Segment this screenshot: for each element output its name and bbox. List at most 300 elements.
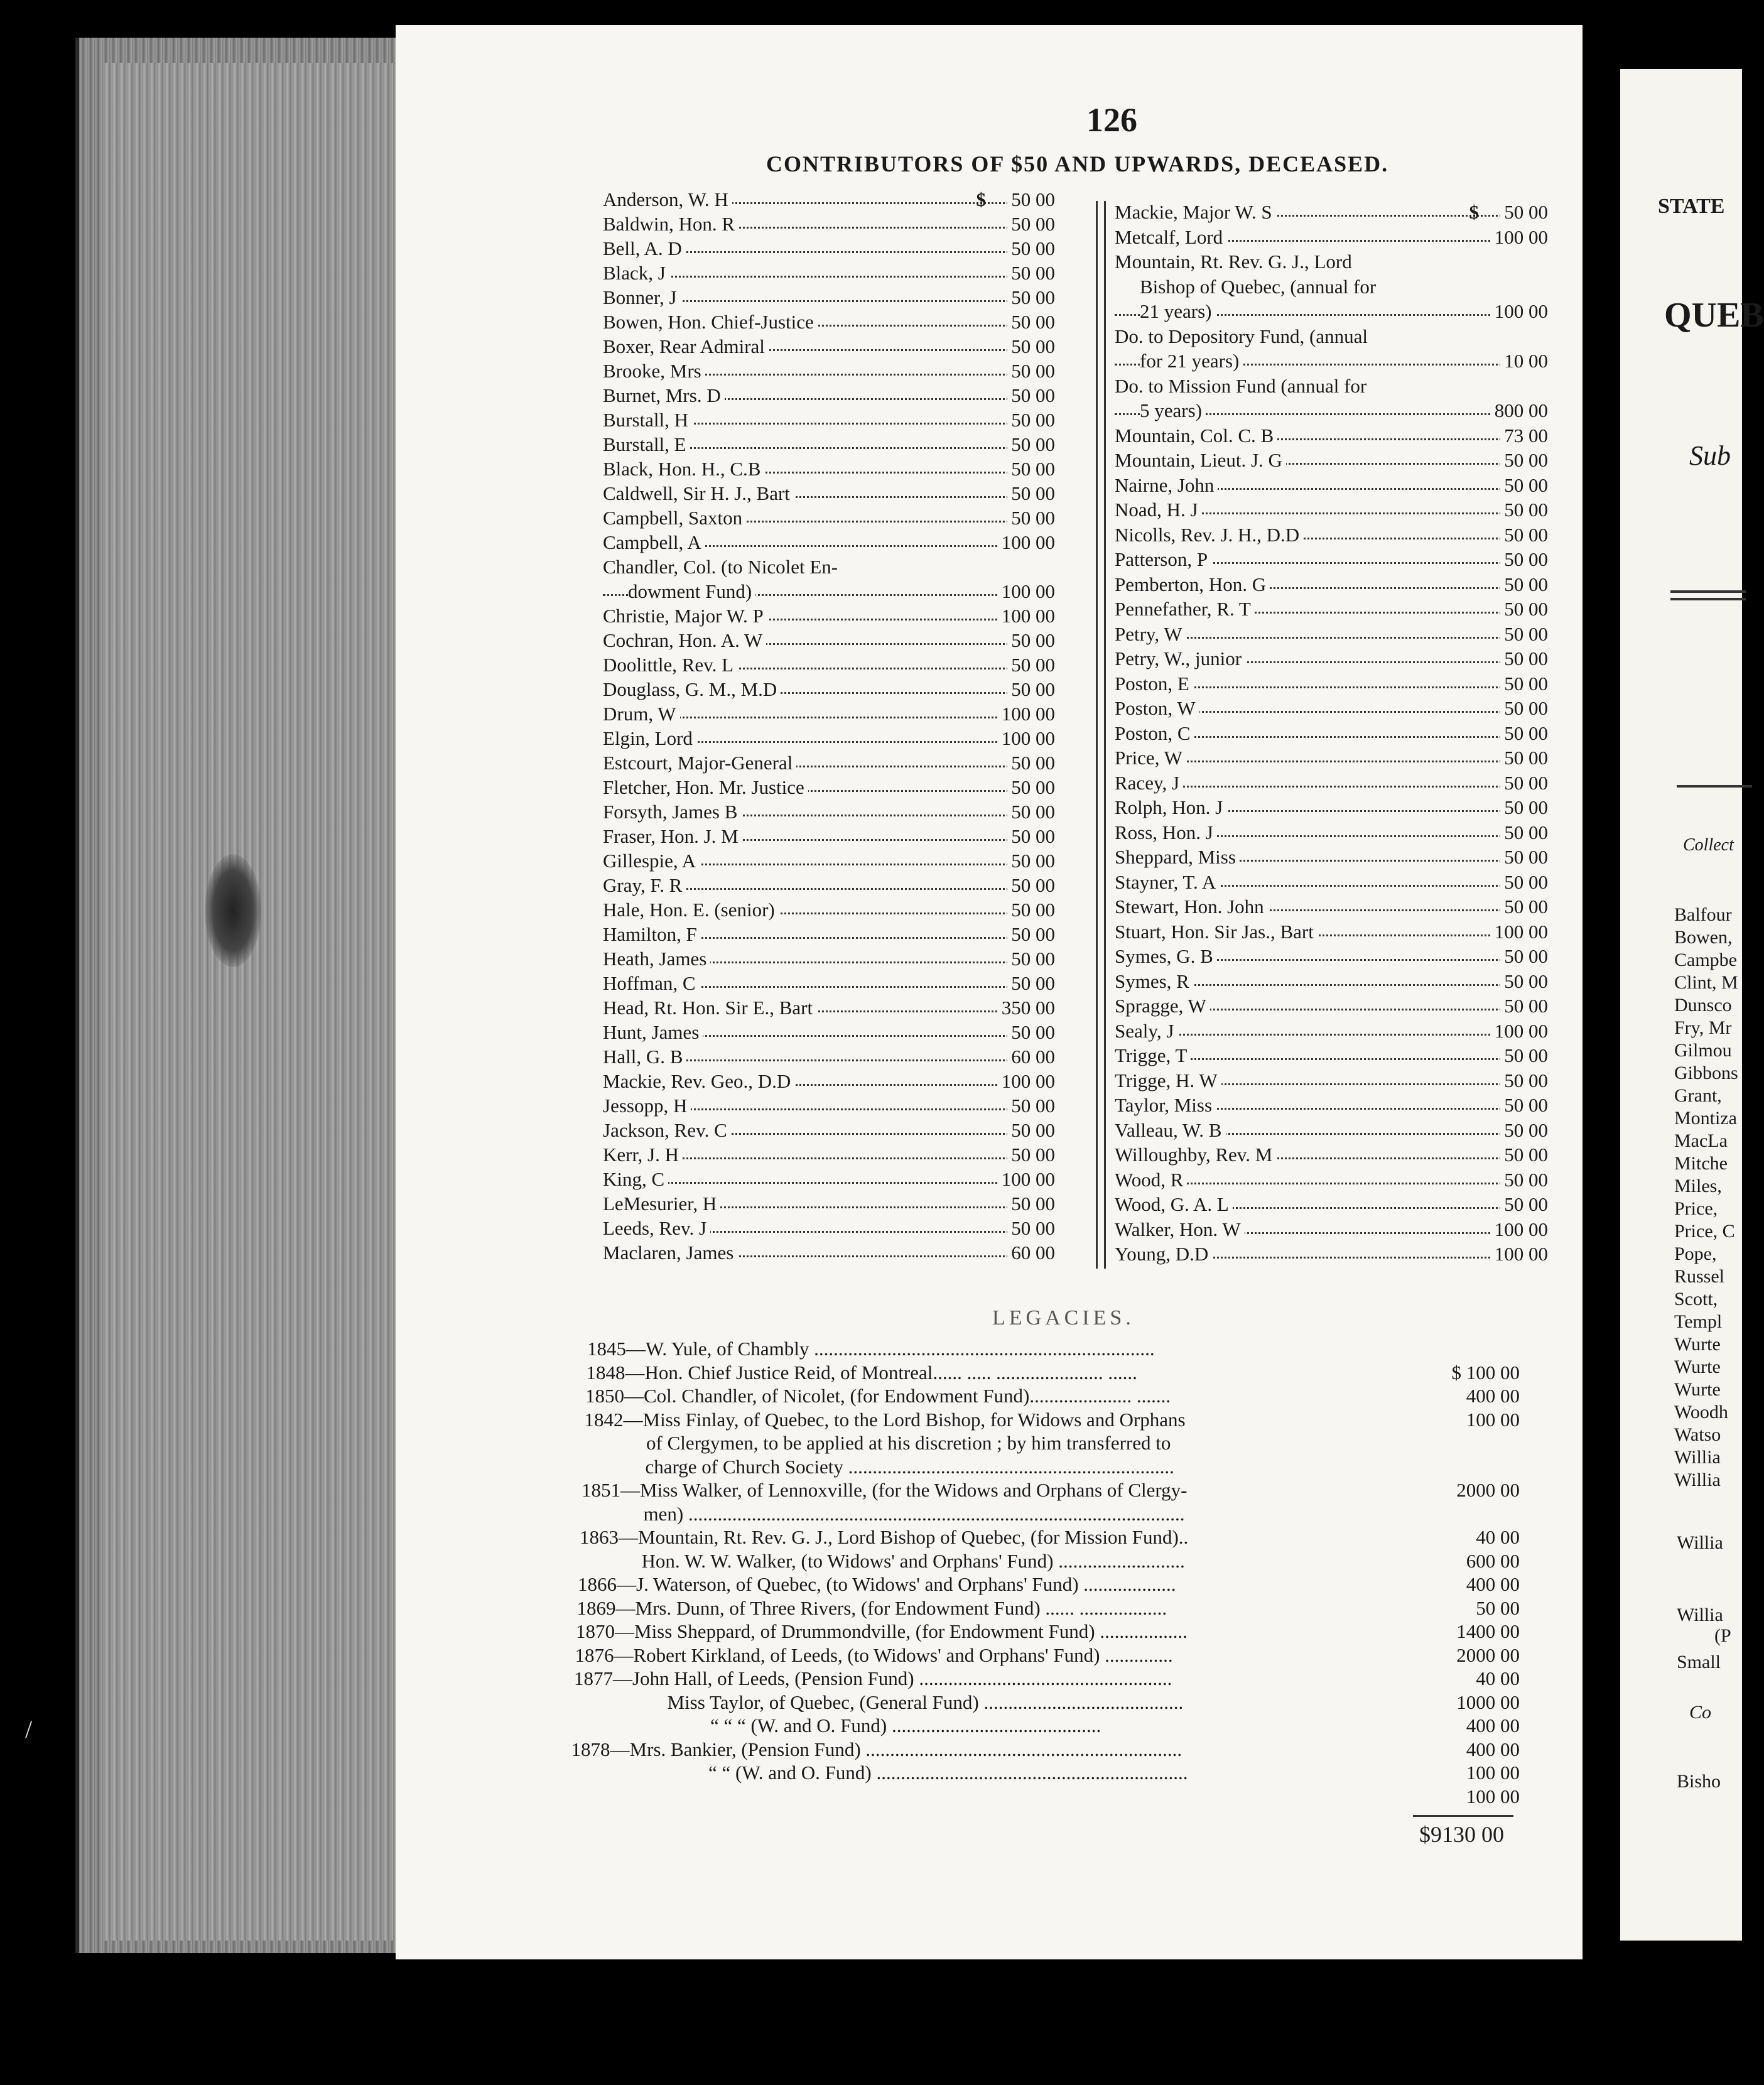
contributor-name: Mountain, Lieut. J. G bbox=[1115, 449, 1286, 472]
legacy-line: men) ...................................................................................................... bbox=[643, 1502, 1185, 1525]
contributor-row bbox=[1115, 1044, 1548, 1068]
contributor-name: Sheppard, Miss bbox=[1115, 846, 1240, 869]
contribution-amount: 100 00 bbox=[998, 727, 1055, 750]
contribution-amount: 50 00 bbox=[1007, 801, 1055, 823]
legacy-line: 1878—Mrs. Bankier, (Pension Fund) ................................................................. bbox=[571, 1738, 1182, 1760]
right-page-heading: QUEB bbox=[1664, 296, 1764, 335]
contribution-amount: 50 00 bbox=[1007, 850, 1055, 872]
leader-dots bbox=[603, 1182, 1055, 1184]
currency-symbol: $ bbox=[976, 188, 986, 210]
page-number: 126 bbox=[1086, 101, 1137, 139]
right-page-rule-1 bbox=[1670, 590, 1746, 593]
contributor-name: Jessopp, H bbox=[603, 1095, 691, 1117]
contribution-amount: 100 00 bbox=[998, 580, 1055, 603]
right-page-name: Campbe bbox=[1674, 950, 1737, 970]
right-page-name: Watso bbox=[1674, 1424, 1721, 1445]
contributor-name: Poston, C bbox=[1115, 722, 1194, 745]
contribution-amount: 50 00 bbox=[1007, 409, 1055, 431]
legacy-line: 1866—J. Waterson, of Quebec, (to Widows' and Orphans' Fund) ................... bbox=[578, 1573, 1176, 1595]
contributor-row bbox=[603, 825, 1055, 849]
right-page-lower-name: Willia bbox=[1677, 1605, 1723, 1625]
contributor-name: Drum, W bbox=[603, 703, 680, 725]
legacies-total: $9130 00 bbox=[1419, 1822, 1504, 1847]
contributor-row bbox=[1115, 226, 1548, 250]
contributor-row bbox=[603, 629, 1055, 653]
contributor-row bbox=[603, 1193, 1055, 1216]
contributor-name: Bowen, Hon. Chief-Justice bbox=[603, 311, 818, 333]
right-page-name: Mitche bbox=[1674, 1153, 1728, 1174]
contribution-amount: 50 00 bbox=[1007, 1217, 1055, 1240]
contributor-row bbox=[1115, 821, 1548, 845]
contribution-amount: 60 00 bbox=[1007, 1046, 1055, 1068]
contribution-amount: 50 00 bbox=[1007, 286, 1055, 309]
right-page-name: Montiza bbox=[1674, 1108, 1737, 1129]
total-rule bbox=[1413, 1815, 1513, 1817]
contributor-name: Valleau, W. B bbox=[1115, 1119, 1226, 1142]
contributor-row bbox=[603, 850, 1055, 874]
right-page-bisho-label: Bisho bbox=[1677, 1771, 1721, 1792]
contribution-amount: 50 00 bbox=[1500, 474, 1548, 497]
legacy-line: Miss Taylor, of Quebec, (General Fund) ......................................... bbox=[667, 1691, 1184, 1713]
contributor-row bbox=[1115, 921, 1548, 945]
legacy-amount: 100 00 bbox=[1466, 1408, 1520, 1431]
contribution-amount: 50 00 bbox=[1500, 722, 1548, 745]
contributor-row bbox=[1115, 375, 1548, 399]
margin-mark: / bbox=[25, 1715, 33, 1743]
contributor-name: Mackie, Rev. Geo., D.D bbox=[603, 1070, 794, 1093]
contribution-amount: 50 00 bbox=[1500, 673, 1548, 695]
contribution-amount: 50 00 bbox=[1500, 647, 1548, 670]
legacy-line: 1877—John Hall, of Leeds, (Pension Fund) .................................................... bbox=[574, 1667, 1172, 1689]
contributor-name: King, C bbox=[603, 1168, 668, 1191]
contributor-name: Young, D.D bbox=[1115, 1243, 1212, 1265]
contributor-row bbox=[603, 899, 1055, 923]
contribution-amount: 50 00 bbox=[1007, 384, 1055, 407]
contribution-amount: 50 00 bbox=[1007, 1119, 1055, 1142]
contributor-row bbox=[603, 776, 1055, 800]
currency-symbol: $ bbox=[1469, 201, 1479, 223]
contribution-amount: 50 00 bbox=[1007, 825, 1055, 848]
contributor-row bbox=[1115, 673, 1548, 696]
contribution-amount: 50 00 bbox=[1500, 1044, 1548, 1067]
contributor-name: Taylor, Miss bbox=[1115, 1094, 1216, 1117]
contributor-name: Caldwell, Sir H. J., Bart bbox=[603, 482, 794, 505]
contributor-row bbox=[1115, 945, 1548, 969]
right-page-name: Fry, Mr bbox=[1674, 1017, 1732, 1038]
right-page-name: Balfour bbox=[1674, 904, 1732, 925]
legacy-line: 1876—Robert Kirkland, of Leeds, (to Widows' and Orphans' Fund) .............. bbox=[575, 1644, 1173, 1666]
contributor-row bbox=[1115, 573, 1548, 597]
contributor-row bbox=[603, 654, 1055, 678]
contribution-amount: 50 00 bbox=[1007, 188, 1055, 211]
contributor-name: Trigge, H. W bbox=[1115, 1070, 1221, 1092]
contributor-row bbox=[603, 188, 1055, 212]
legacy-line: 1845—W. Yule, of Chambly ...................................................................... bbox=[587, 1338, 1155, 1360]
contributor-row bbox=[1115, 796, 1548, 820]
contributor-row bbox=[603, 409, 1055, 433]
contribution-amount: 50 00 bbox=[1500, 995, 1548, 1017]
contributor-name: Rolph, Hon. J bbox=[1115, 796, 1226, 819]
contributor-row bbox=[603, 1217, 1055, 1241]
contributor-name: Trigge, T bbox=[1115, 1044, 1191, 1067]
right-page-lower-name: (P bbox=[1714, 1625, 1731, 1646]
right-page-name: Woodh bbox=[1674, 1402, 1728, 1422]
contributor-name: Racey, J bbox=[1115, 772, 1183, 794]
contribution-amount: 50 00 bbox=[1007, 923, 1055, 946]
contributor-name: Sealy, J bbox=[1115, 1020, 1177, 1042]
contributor-row bbox=[603, 678, 1055, 702]
contributor-row bbox=[1115, 524, 1548, 548]
contribution-amount: 50 00 bbox=[1500, 747, 1548, 769]
contribution-amount: 50 00 bbox=[1007, 776, 1055, 799]
legacy-amount: 400 00 bbox=[1466, 1573, 1520, 1595]
contribution-amount: 50 00 bbox=[1007, 1095, 1055, 1117]
legacy-line: “ “ (W. and O. Fund) ................................................................ bbox=[708, 1762, 1188, 1784]
contributor-name: Nairne, John bbox=[1115, 474, 1218, 497]
right-page-name: Scott, bbox=[1674, 1289, 1718, 1309]
contributor-row bbox=[603, 923, 1055, 947]
contributor-row bbox=[603, 1168, 1055, 1192]
right-page-name: Willia bbox=[1674, 1447, 1721, 1468]
contribution-amount: 50 00 bbox=[1007, 752, 1055, 774]
contributor-row bbox=[603, 458, 1055, 482]
legacy-amount: 400 00 bbox=[1466, 1385, 1520, 1407]
legacy-amount: 600 00 bbox=[1466, 1549, 1520, 1572]
contributor-name: Mackie, Major W. S bbox=[1115, 201, 1276, 224]
legacy-amount: 100 00 bbox=[1466, 1785, 1520, 1807]
contributor-name: Noad, H. J bbox=[1115, 499, 1202, 521]
contribution-amount: 50 00 bbox=[1007, 507, 1055, 529]
contributor-row bbox=[603, 360, 1055, 384]
contribution-amount: 50 00 bbox=[1500, 846, 1548, 869]
contribution-amount: 50 00 bbox=[1500, 1070, 1548, 1092]
contributor-row bbox=[1115, 1020, 1548, 1044]
contribution-amount: 800 00 bbox=[1491, 399, 1548, 422]
contribution-amount: 50 00 bbox=[1500, 697, 1548, 720]
right-page-name: Miles, bbox=[1674, 1176, 1722, 1196]
contributor-name: Spragge, W bbox=[1115, 995, 1210, 1017]
contributor-row bbox=[1115, 1070, 1548, 1093]
contributor-name: Burstall, E bbox=[603, 433, 690, 456]
contributor-name: Hunt, James bbox=[603, 1021, 703, 1044]
contributor-row bbox=[1115, 251, 1548, 274]
contributor-name: Fraser, Hon. J. M bbox=[603, 825, 742, 848]
contribution-amount: 100 00 bbox=[998, 1070, 1055, 1093]
contribution-amount: 50 00 bbox=[1007, 654, 1055, 676]
right-page-collect-label: Collect bbox=[1683, 835, 1734, 855]
right-page-rule-2 bbox=[1670, 598, 1746, 600]
contributor-name: Baldwin, Hon. R bbox=[603, 213, 739, 236]
contribution-amount: 100 00 bbox=[1491, 1218, 1548, 1241]
contributor-row bbox=[1115, 425, 1548, 448]
contributor-row bbox=[603, 1119, 1055, 1143]
contribution-amount: 50 00 bbox=[1007, 1021, 1055, 1044]
right-page-name: Price, bbox=[1674, 1198, 1718, 1219]
contribution-amount: 100 00 bbox=[998, 605, 1055, 627]
right-page-name: Wurte bbox=[1674, 1357, 1721, 1377]
contributor-row bbox=[603, 213, 1055, 237]
right-page-name: Bowen, bbox=[1674, 927, 1733, 948]
contributor-name: Pennefather, R. T bbox=[1115, 598, 1255, 620]
contribution-amount: 100 00 bbox=[998, 531, 1055, 554]
right-page-subheading: Sub bbox=[1689, 440, 1731, 471]
contributor-name: Poston, W bbox=[1115, 697, 1199, 720]
contributor-name: Burstall, H bbox=[603, 409, 692, 431]
contributor-name: Wood, R bbox=[1115, 1169, 1187, 1191]
right-page-name: Wurte bbox=[1674, 1334, 1721, 1355]
right-page-name: MacLa bbox=[1674, 1130, 1728, 1151]
contribution-amount: 50 00 bbox=[1500, 796, 1548, 819]
contributor-name: Petry, W bbox=[1115, 623, 1186, 646]
legacy-amount: $ 100 00 bbox=[1451, 1361, 1520, 1384]
contributor-row bbox=[603, 531, 1055, 555]
contributor-name: Bonner, J bbox=[603, 286, 681, 309]
contributor-row bbox=[1115, 896, 1548, 919]
contributor-name: Anderson, W. H bbox=[603, 188, 732, 211]
legacy-line: 1850—Col. Chandler, of Nicolet, (for Endowment Fund)..................... ....... bbox=[585, 1385, 1171, 1407]
contributor-row bbox=[603, 1095, 1055, 1118]
contributor-name: Black, J bbox=[603, 262, 669, 284]
right-page-partial bbox=[1620, 69, 1764, 1941]
contributor-row bbox=[603, 972, 1055, 996]
contributor-name: Poston, E bbox=[1115, 673, 1193, 695]
column-divider bbox=[1096, 201, 1106, 1269]
contributor-row bbox=[603, 801, 1055, 825]
contributor-name: Metcalf, Lord bbox=[1115, 226, 1226, 249]
contributor-row bbox=[1115, 1193, 1548, 1217]
leader-dots bbox=[603, 276, 1055, 278]
contribution-amount: 50 00 bbox=[1007, 335, 1055, 358]
contributor-row bbox=[603, 482, 1055, 506]
contributor-name: Bishop of Quebec, (annual for bbox=[1140, 276, 1380, 298]
contributor-row bbox=[603, 1021, 1055, 1045]
legacy-amount: 2000 00 bbox=[1456, 1479, 1520, 1501]
contributor-name: Wood, G. A. L bbox=[1115, 1193, 1233, 1216]
contributor-name: Mountain, Col. C. B bbox=[1115, 425, 1277, 447]
legacy-amount: 400 00 bbox=[1466, 1714, 1520, 1736]
contributor-name: Stewart, Hon. John bbox=[1115, 896, 1268, 918]
contributor-name: Campbell, Saxton bbox=[603, 507, 746, 529]
legacy-line: 1869—Mrs. Dunn, of Three Rivers, (for Endowment Fund) ...... .................. bbox=[576, 1596, 1167, 1619]
contributor-row bbox=[1115, 350, 1548, 374]
contributor-name: LeMesurier, H bbox=[603, 1193, 720, 1215]
contributor-row bbox=[1115, 1119, 1548, 1143]
contributor-row bbox=[603, 752, 1055, 776]
contribution-amount: 100 00 bbox=[998, 1168, 1055, 1191]
contribution-amount: 50 00 bbox=[1500, 945, 1548, 968]
book-fore-edge bbox=[75, 38, 450, 1953]
contributor-row bbox=[1115, 623, 1548, 647]
contributor-row bbox=[603, 433, 1055, 457]
contribution-amount: 50 00 bbox=[1500, 573, 1548, 596]
contribution-amount: 50 00 bbox=[1500, 1144, 1548, 1166]
right-page-lower-name: Small bbox=[1677, 1652, 1721, 1672]
contributor-row bbox=[1115, 1169, 1548, 1193]
contributor-name: Symes, R bbox=[1115, 970, 1193, 993]
contributor-name: Maclaren, James bbox=[603, 1242, 737, 1264]
right-page-name: Russel bbox=[1674, 1266, 1725, 1287]
page-edges-texture bbox=[104, 63, 393, 1941]
contributor-name: Gray, F. R bbox=[603, 874, 686, 897]
contributor-row bbox=[1115, 772, 1548, 796]
contributor-name: Ross, Hon. J bbox=[1115, 821, 1217, 844]
right-page-rule-3 bbox=[1677, 785, 1752, 788]
contribution-amount: 50 00 bbox=[1007, 482, 1055, 505]
contribution-amount: 50 00 bbox=[1500, 598, 1548, 620]
contributor-row bbox=[603, 1242, 1055, 1265]
right-page-name: Pope, bbox=[1674, 1243, 1717, 1264]
legacy-line: of Clergymen, to be applied at his discretion ; by him transferred to bbox=[646, 1432, 1171, 1454]
contributor-row bbox=[603, 262, 1055, 286]
contributor-row bbox=[603, 1046, 1055, 1070]
contributor-row bbox=[1115, 1144, 1548, 1167]
contribution-amount: 50 00 bbox=[1007, 311, 1055, 333]
contributor-row bbox=[1115, 449, 1548, 473]
contribution-amount: 50 00 bbox=[1007, 262, 1055, 284]
contributor-name: Symes, G. B bbox=[1115, 945, 1217, 968]
contributor-name: Patterson, P bbox=[1115, 548, 1211, 571]
contributors-left-column bbox=[603, 188, 1055, 1281]
contributor-row bbox=[603, 286, 1055, 310]
leader-dots bbox=[1115, 1034, 1548, 1036]
legacy-line: 1848—Hon. Chief Justice Reid, of Montreal...... ..... ...................... ...... bbox=[586, 1361, 1137, 1384]
contributor-name: Kerr, J. H bbox=[603, 1144, 683, 1166]
contributor-row bbox=[603, 384, 1055, 408]
contributor-name: Gillespie, A bbox=[603, 850, 700, 872]
contributor-row bbox=[1115, 995, 1548, 1019]
contributor-name: Black, Hon. H., C.B bbox=[603, 458, 764, 480]
contribution-amount: 100 00 bbox=[1491, 300, 1548, 323]
contributor-row bbox=[603, 335, 1055, 359]
contributor-name: Do. to Mission Fund (annual for bbox=[1115, 375, 1370, 398]
contributor-row bbox=[1115, 325, 1548, 349]
contributor-name: Campbell, A bbox=[603, 531, 705, 554]
contribution-amount: 100 00 bbox=[1491, 1020, 1548, 1042]
contributor-row bbox=[603, 997, 1055, 1021]
contributor-name: Willoughby, Rev. M bbox=[1115, 1144, 1276, 1166]
contribution-amount: 50 00 bbox=[1007, 213, 1055, 236]
contribution-amount: 100 00 bbox=[998, 703, 1055, 725]
contributor-name: Estcourt, Major-General bbox=[603, 752, 796, 774]
contributor-row bbox=[1115, 846, 1548, 870]
contribution-amount: 50 00 bbox=[1007, 874, 1055, 897]
contributor-name: Hamilton, F bbox=[603, 923, 701, 946]
contributor-row bbox=[603, 237, 1055, 261]
contribution-amount: 50 00 bbox=[1500, 201, 1548, 224]
right-page-name: Grant, bbox=[1674, 1085, 1722, 1106]
right-page-name: Gibbons bbox=[1674, 1063, 1738, 1083]
legacy-amount: 1400 00 bbox=[1456, 1620, 1520, 1642]
contributor-name: Do. to Depository Fund, (annual bbox=[1115, 325, 1372, 348]
contribution-amount: 100 00 bbox=[1491, 1243, 1548, 1265]
contributor-name: Price, W bbox=[1115, 747, 1186, 769]
legacy-line: 1851—Miss Walker, of Lennoxville, (for the Widows and Orphans of Clergy- bbox=[582, 1479, 1188, 1501]
contribution-amount: 100 00 bbox=[1491, 921, 1548, 943]
contribution-amount: 50 00 bbox=[1500, 1119, 1548, 1142]
contributor-row bbox=[1115, 201, 1548, 225]
legacy-amount: 400 00 bbox=[1466, 1738, 1520, 1760]
contributor-row bbox=[603, 580, 1055, 604]
right-page-name: Gilmou bbox=[1674, 1040, 1732, 1061]
contributor-row bbox=[1115, 399, 1548, 423]
contribution-amount: 50 00 bbox=[1500, 1169, 1548, 1191]
contributor-row bbox=[1115, 1094, 1548, 1118]
contributor-row bbox=[603, 311, 1055, 335]
contributor-row bbox=[1115, 1218, 1548, 1242]
page-title: CONTRIBUTORS OF $50 AND UPWARDS, DECEASED. bbox=[766, 151, 1389, 176]
contributor-row bbox=[1115, 871, 1548, 895]
contributor-row bbox=[603, 948, 1055, 972]
contribution-amount: 50 00 bbox=[1007, 458, 1055, 480]
contribution-amount: 50 00 bbox=[1500, 970, 1548, 993]
contribution-amount: 50 00 bbox=[1007, 678, 1055, 701]
contribution-amount: 50 00 bbox=[1500, 821, 1548, 844]
right-page-name: Price, C bbox=[1674, 1221, 1735, 1242]
right-page-co-label: Co bbox=[1689, 1702, 1712, 1723]
contribution-amount: 50 00 bbox=[1500, 499, 1548, 521]
contributors-right-column bbox=[1115, 201, 1548, 1281]
contribution-amount: 50 00 bbox=[1007, 1144, 1055, 1166]
contribution-amount: 50 00 bbox=[1007, 1193, 1055, 1215]
contribution-amount: 50 00 bbox=[1007, 360, 1055, 382]
contributor-row bbox=[1115, 598, 1548, 622]
legacy-line: 1863—Mountain, Rt. Rev. G. J., Lord Bishop of Quebec, (for Mission Fund).. bbox=[580, 1526, 1189, 1548]
contribution-amount: 50 00 bbox=[1500, 548, 1548, 571]
contributor-name: Stuart, Hon. Sir Jas., Bart bbox=[1115, 921, 1318, 943]
contributor-name: Walker, Hon. W bbox=[1115, 1218, 1245, 1241]
contributor-row bbox=[1115, 499, 1548, 523]
contribution-amount: 10 00 bbox=[1500, 350, 1548, 372]
contributor-name: Burnet, Mrs. D bbox=[603, 384, 725, 407]
contributor-row bbox=[1115, 747, 1548, 771]
contribution-amount: 50 00 bbox=[1500, 623, 1548, 646]
contributor-name: Doolittle, Rev. L bbox=[603, 654, 737, 676]
contribution-amount: 50 00 bbox=[1007, 972, 1055, 995]
legacy-amount: 50 00 bbox=[1476, 1596, 1520, 1619]
contribution-amount: 50 00 bbox=[1500, 1094, 1548, 1117]
contribution-amount: 50 00 bbox=[1007, 629, 1055, 652]
legacy-line: 1842—Miss Finlay, of Quebec, to the Lord Bishop, for Widows and Orphans bbox=[584, 1408, 1186, 1431]
contribution-amount: 73 00 bbox=[1500, 425, 1548, 447]
contributor-name: 5 years) bbox=[1140, 399, 1206, 422]
contributor-row bbox=[603, 1144, 1055, 1167]
contributor-name: Nicolls, Rev. J. H., D.D bbox=[1115, 524, 1303, 546]
contributor-name: Bell, A. D bbox=[603, 237, 686, 260]
contribution-amount: 50 00 bbox=[1007, 237, 1055, 260]
contributor-name: Hall, G. B bbox=[603, 1046, 686, 1068]
contributor-name: 21 years) bbox=[1140, 300, 1215, 323]
contribution-amount: 350 00 bbox=[998, 997, 1055, 1019]
legacy-line: Hon. W. W. Walker, (to Widows' and Orphans' Fund) .......................... bbox=[641, 1549, 1185, 1572]
legacy-line: charge of Church Society ................................................................... bbox=[645, 1455, 1174, 1478]
contributor-name: Fletcher, Hon. Mr. Justice bbox=[603, 776, 808, 799]
contributor-name: Mountain, Rt. Rev. G. J., Lord bbox=[1115, 251, 1356, 273]
contribution-amount: 50 00 bbox=[1500, 896, 1548, 918]
right-page-name: Dunsco bbox=[1674, 995, 1732, 1015]
contributor-row bbox=[1115, 697, 1548, 721]
contributor-row bbox=[603, 507, 1055, 531]
contributor-name: Hale, Hon. E. (senior) bbox=[603, 899, 779, 921]
contributor-name: Petry, W., junior bbox=[1115, 647, 1245, 670]
contributor-row bbox=[603, 605, 1055, 629]
contributor-row bbox=[603, 874, 1055, 898]
contribution-amount: 50 00 bbox=[1007, 899, 1055, 921]
contributor-name: Elgin, Lord bbox=[603, 727, 696, 750]
contribution-amount: 50 00 bbox=[1500, 524, 1548, 546]
right-page-lower-name: Willia bbox=[1677, 1532, 1723, 1553]
contributor-row bbox=[1115, 548, 1548, 572]
contributor-name: Jackson, Rev. C bbox=[603, 1119, 731, 1142]
